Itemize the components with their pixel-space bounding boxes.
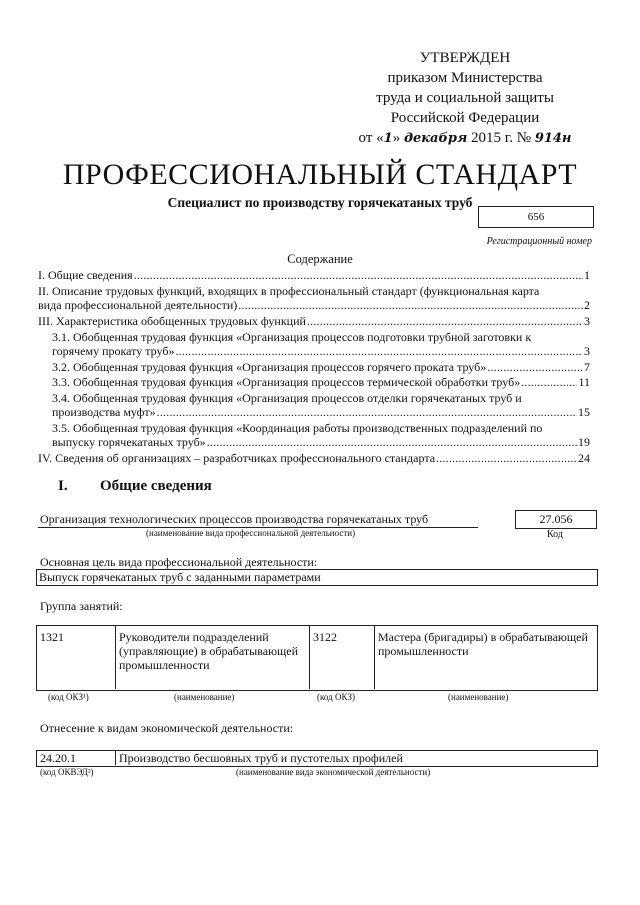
- goal-box: [36, 569, 598, 586]
- activity-caption: (наименование вида профессиональной деятельности): [146, 528, 356, 538]
- approval-heading: УТВЕРЖДЕН: [419, 50, 511, 66]
- activity-code-box: 27.056: [515, 510, 597, 529]
- occupation-code: 3122: [313, 630, 337, 644]
- toc-item[interactable]: 3.4. Обобщенная трудовая функция «Организация процессов отделки горячекатаных труб и: [52, 391, 522, 405]
- approval-line-2: труда и социальной защиты: [376, 90, 554, 106]
- section-title: Общие сведения: [100, 478, 212, 494]
- group-label: Группа занятий:: [40, 599, 123, 613]
- activity-code-caption: Код: [547, 529, 563, 540]
- econ-label: Отнесение к видам экономической деятельности:: [40, 721, 294, 735]
- activity-name: Организация технологических процессов производства горячекатаных труб: [40, 512, 429, 526]
- okz-name-caption-2: (наименование): [448, 692, 509, 702]
- document-subtitle: Специалист по производству горячекатаных труб: [167, 195, 473, 210]
- occupation-code: 1321: [40, 630, 64, 644]
- toc-item[interactable]: I. Общие сведения ..... 1: [38, 268, 590, 282]
- toc-item-cont[interactable]: выпуску горячекатаных труб» ..... 19: [52, 435, 590, 449]
- toc-heading: Содержание: [287, 252, 353, 266]
- approval-date-line: [350, 128, 580, 149]
- goal-value: Выпуск горячекатаных труб с заданными параметрами: [39, 570, 321, 584]
- document-title: ПРОФЕССИОНАЛЬНЫЙ СТАНДАРТ: [62, 158, 578, 191]
- occupation-name: Мастера (бригадиры) в обрабатывающей промышленности: [378, 630, 588, 658]
- date-mid: »: [392, 130, 401, 146]
- okved-code: 24.20.1: [40, 751, 76, 765]
- toc-item[interactable]: 3.1. Обобщенная трудовая функция «Организация процессов подготовки трубной заготовки к: [52, 330, 532, 344]
- okved-name: Производство бесшовных труб и пустотелых профилей: [119, 751, 403, 765]
- section-number: I.: [58, 478, 68, 494]
- okved-name-caption: (наименование вида экономической деятельности): [236, 767, 431, 777]
- okz-name-caption: (наименование): [174, 692, 235, 702]
- toc-item-cont[interactable]: производства муфт» ..... 15: [52, 405, 590, 419]
- toc-item[interactable]: 3.2. Обобщенная трудовая функция «Организация процессов горячего проката труб» ..... 7: [52, 360, 590, 374]
- table-divider: [309, 625, 310, 689]
- okved-code-caption: (код ОКВЭД²): [40, 767, 94, 777]
- date-prefix: от «: [358, 130, 384, 146]
- okz-code-caption: (код ОКЗ¹): [48, 692, 89, 702]
- table-divider: [115, 750, 116, 765]
- date-day: 1: [383, 131, 393, 146]
- approval-line-1: приказом Министерства: [387, 70, 543, 86]
- toc-item[interactable]: 3.3. Обобщенная трудовая функция «Организация процессов термической обработки труб» ..... 11: [52, 375, 590, 389]
- table-divider: [115, 625, 116, 689]
- toc-item[interactable]: IV. Сведения об организациях – разработчиках профессионального стандарта ..... 24: [38, 451, 590, 465]
- goal-label: Основная цель вида профессиональной деятельности:: [40, 555, 318, 569]
- toc-item[interactable]: 3.5. Обобщенная трудовая функция «Координация работы производственных подразделений по: [52, 421, 543, 435]
- date-year: 2015 г. №: [471, 130, 532, 146]
- toc-item[interactable]: III. Характеристика обобщенных трудовых функций ..... 3: [38, 314, 590, 328]
- order-number: 914н: [534, 131, 572, 146]
- table-divider: [374, 625, 375, 689]
- toc-item[interactable]: II. Описание трудовых функций, входящих в профессиональный стандарт (функциональная карта: [38, 284, 540, 298]
- okz-code-caption-2: (код ОКЗ): [317, 692, 355, 702]
- registration-number-box: 656: [478, 206, 594, 228]
- date-month: декабря: [403, 131, 468, 146]
- occupation-name: Руководители подразделений (управляющие) в обрабатывающей промышленности: [119, 630, 299, 672]
- approval-line-3: Российской Федерации: [390, 110, 540, 126]
- registration-number-label: Регистрационный номер: [486, 236, 592, 247]
- toc-item-cont[interactable]: горячему прокату труб» ..... 3: [52, 344, 590, 358]
- approval-block: [350, 48, 580, 149]
- toc-item-cont[interactable]: вида профессиональной деятельности) ..... 2: [38, 298, 590, 312]
